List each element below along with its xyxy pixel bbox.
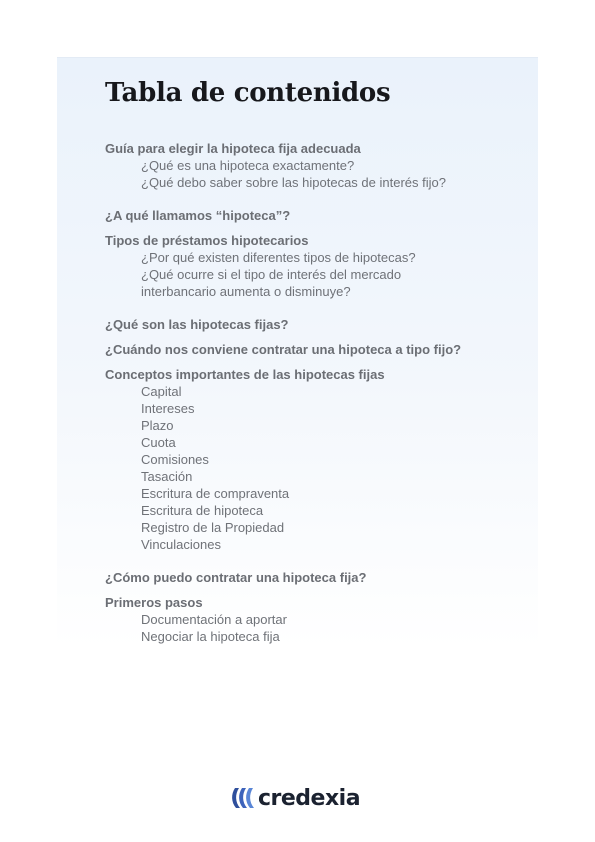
- toc-section: [105, 366, 525, 553]
- toc-subitem[interactable]: Comisiones: [141, 452, 209, 467]
- toc-section: [105, 569, 525, 586]
- toc-subitem[interactable]: Plazo: [141, 418, 174, 433]
- toc-subitem[interactable]: ¿Qué debo saber sobre las hipotecas de interés fijo?: [141, 175, 446, 190]
- toc-subitem[interactable]: Intereses: [141, 401, 195, 416]
- toc-subitem[interactable]: ¿Por qué existen diferentes tipos de hipotecas?: [141, 250, 416, 265]
- toc-heading[interactable]: Conceptos importantes de las hipotecas fijas: [105, 367, 385, 382]
- toc-section-spacer: [105, 199, 525, 207]
- toc-subitem[interactable]: Registro de la Propiedad: [141, 520, 285, 535]
- toc-subitem[interactable]: Tasación: [141, 469, 193, 484]
- toc-subitem[interactable]: ¿Qué es una hipoteca exactamente?: [141, 158, 355, 173]
- credexia-logo-icon: [229, 786, 255, 810]
- toc-subitem[interactable]: Negociar la hipoteca fija: [141, 629, 280, 644]
- toc-heading[interactable]: Guía para elegir la hipoteca fija adecuada: [105, 141, 361, 156]
- footer-brand: [229, 784, 360, 812]
- table-of-contents: [105, 140, 525, 653]
- toc-section: [105, 140, 525, 191]
- toc-section-spacer: [105, 308, 525, 316]
- toc-section: [105, 232, 525, 300]
- toc-subitem[interactable]: Capital: [141, 384, 182, 399]
- toc-heading[interactable]: Primeros pasos: [105, 595, 203, 610]
- toc-heading[interactable]: ¿Qué son las hipotecas fijas?: [105, 317, 289, 332]
- toc-subitem[interactable]: ¿Qué ocurre si el tipo de interés del mercado: [141, 267, 402, 282]
- toc-subitem[interactable]: Cuota: [141, 435, 176, 450]
- toc-subitem[interactable]: Escritura de compraventa: [141, 486, 290, 501]
- page-title: Tabla de contenidos: [105, 78, 391, 108]
- toc-section: [105, 341, 525, 358]
- brand-name: credexia: [258, 785, 361, 811]
- toc-heading[interactable]: ¿A qué llamamos “hipoteca”?: [105, 208, 291, 223]
- toc-subitem[interactable]: interbancario aumenta o disminuye?: [141, 284, 351, 299]
- toc-section-spacer: [105, 561, 525, 569]
- toc-subitem[interactable]: Documentación a aportar: [141, 612, 287, 627]
- toc-subitem[interactable]: Vinculaciones: [141, 537, 221, 552]
- toc-heading[interactable]: ¿Cuándo nos conviene contratar una hipoteca a tipo fijo?: [105, 342, 462, 357]
- toc-section: [105, 594, 525, 645]
- toc-section: [105, 316, 525, 333]
- toc-heading[interactable]: ¿Cómo puedo contratar una hipoteca fija?: [105, 570, 367, 585]
- toc-subitem[interactable]: Escritura de hipoteca: [141, 503, 264, 518]
- toc-section: [105, 207, 525, 224]
- toc-heading[interactable]: Tipos de préstamos hipotecarios: [105, 233, 309, 248]
